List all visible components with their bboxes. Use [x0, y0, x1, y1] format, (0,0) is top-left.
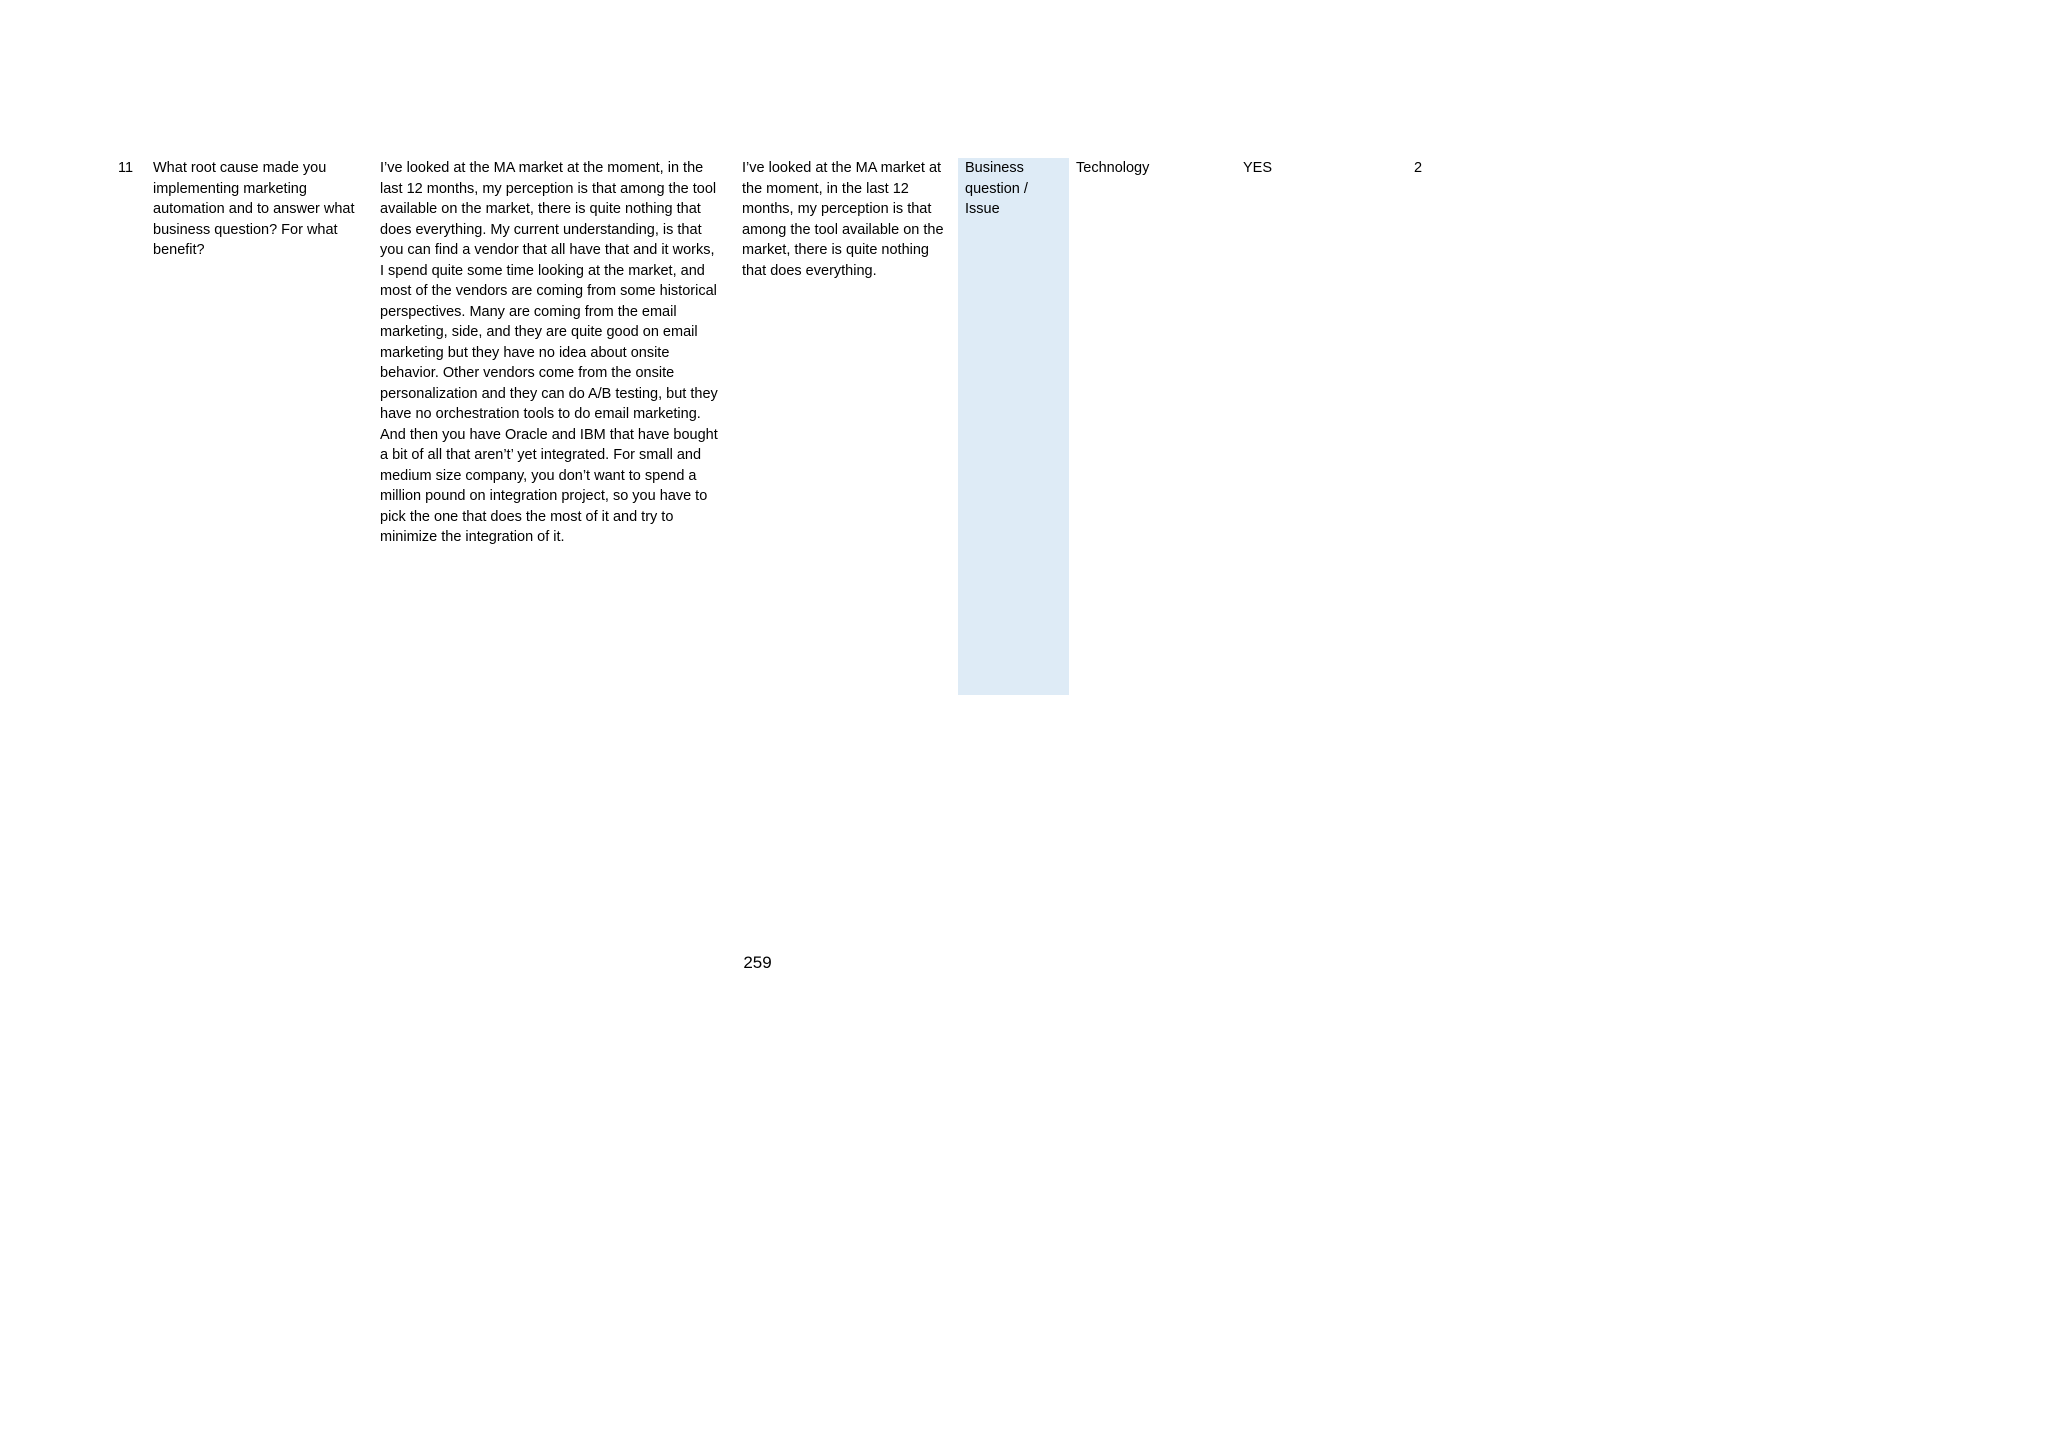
- flag-cell: YES: [1243, 160, 1273, 176]
- theme-cell: Technology: [1076, 160, 1150, 176]
- page-number: 259: [743, 953, 772, 972]
- summary-cell: I’ve looked at the MA market at the moment, in the last 12 months, my perception is that among the tool available on the market, there is quite nothing that does everything.: [742, 160, 944, 279]
- row-number: 11: [118, 160, 134, 176]
- answer-cell: I’ve looked at the MA market at the moment, in the last 12 months, my perception is that among the tool available on the market, there is quite nothing that does everything. My current understanding, is that you can find a vendor that all have that and it works, I spend quite some time looking at the market, and most of the vendors are coming from some historical perspectives. Many are coming from the email marketing, side, and they are quite good on email marketing but they have no idea about onsite behavior. Other vendors come from the onsite personalization and they can do A/B testing, but they have no orchestration tools to do email marketing. And then you have Oracle and IBM that have bought a bit of all that aren’t’ yet integrated. For small and medium size company, you don’t want to spend a million pound on integration project, so you have to pick the one that does the most of it and try to minimize the integration of it.: [380, 160, 718, 545]
- question-cell: What root cause made you implementing marketing automation and to answer what business question? For what benefit?: [153, 160, 355, 258]
- category-cell: Business question / Issue: [958, 158, 1069, 695]
- score-cell: 2: [1414, 160, 1423, 176]
